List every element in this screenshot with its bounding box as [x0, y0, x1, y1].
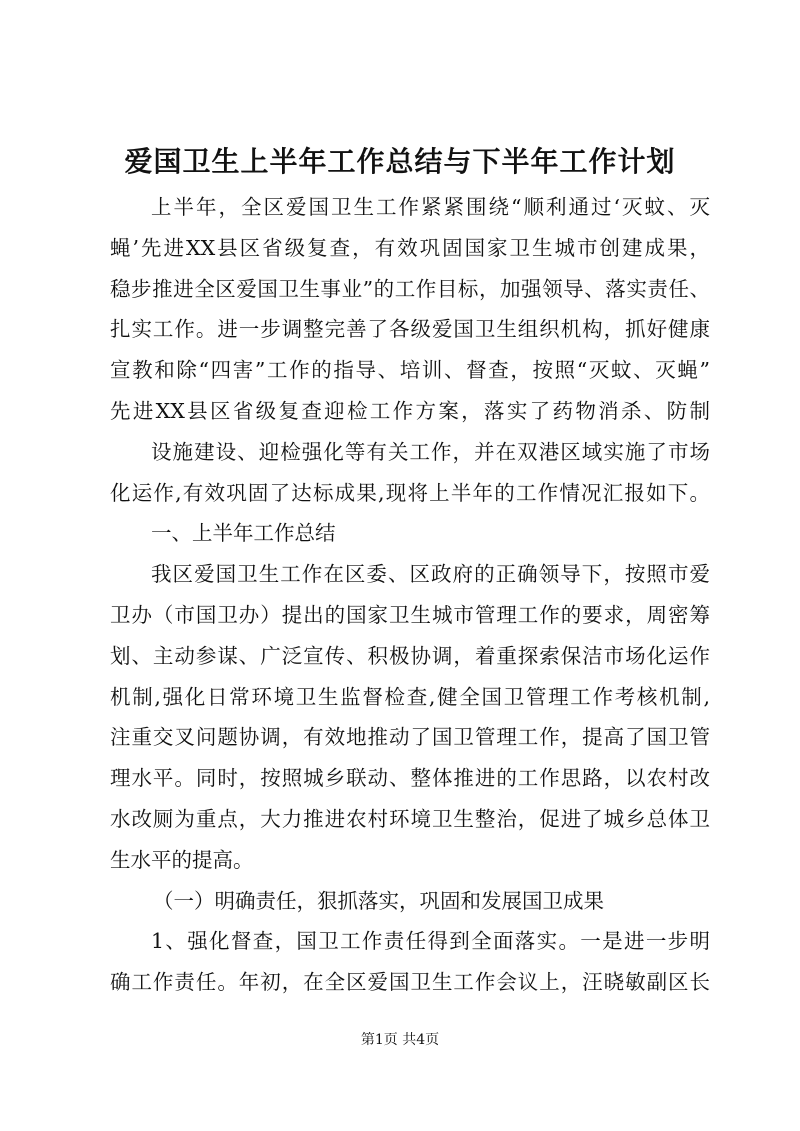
paragraph-line: 化运作,有效巩固了达标成果,现将上半年的工作情况汇报如下。 — [110, 480, 710, 505]
paragraph-line: 我区爱国卫生工作在区委、区政府的正确领导下，按照市爱 — [151, 562, 710, 587]
paragraph-line: 稳步推进全区爱国卫生事业”的工作目标，加强领导、落实责任、 — [110, 276, 710, 301]
paragraph-line: 生水平的提高。 — [110, 847, 254, 872]
subsection-heading: （一）明确责任，狠抓落实，巩固和发展国卫成果 — [153, 888, 604, 913]
paragraph-line: 理水平。同时，按照城乡联动、整体推进的工作思路，以农村改 — [110, 766, 710, 791]
paragraph-line: 宣教和除“四害”工作的指导、培训、督查，按照“灭蚊、灭蝇” — [110, 358, 710, 383]
paragraph-line: 1、强化督查，国卫工作责任得到全面落实。一是进一步明 — [151, 929, 710, 954]
paragraph-line: 上半年，全区爱国卫生工作紧紧围绕“顺利通过‘灭蚊、灭 — [151, 195, 710, 219]
paragraph-line: 注重交叉问题协调，有效地推动了国卫管理工作，提高了国卫管 — [110, 725, 710, 750]
document-body — [110, 187, 710, 1003]
paragraph-line: 卫办（市国卫办）提出的国家卫生城市管理工作的要求，周密筹 — [110, 602, 710, 627]
paragraph-line: 扎实工作。进一步调整完善了各级爱国卫生组织机构，抓好健康 — [110, 317, 710, 342]
paragraph-line: 先进XX县区省级复查迎检工作方案，落实了药物消杀、防制 — [110, 398, 710, 423]
document-title: 爱国卫生上半年工作总结与下半年工作计划 — [124, 145, 676, 178]
paragraph-line: 设施建设、迎检强化等有关工作，并在双港区域实施了市场 — [151, 439, 710, 464]
paragraph-line: 机制,强化日常环境卫生监督检查,健全国卫管理工作考核机制, — [110, 684, 710, 709]
paragraph-line: 确工作责任。年初，在全区爱国卫生工作会议上，汪晓敏副区长 — [110, 970, 710, 995]
paragraph-line: 水改厕为重点，大力推进农村环境卫生整治，促进了城乡总体卫 — [110, 806, 710, 831]
paragraph-line: 划、主动参谋、广泛宣传、积极协调，着重探索保洁市场化运作 — [110, 643, 710, 668]
section-heading: 一、上半年工作总结 — [151, 521, 336, 546]
paragraph-line: 蝇’先进XX县区省级复查，有效巩固国家卫生城市创建成果， — [110, 235, 710, 260]
page-footer: 第1页 共4页 — [360, 1032, 440, 1048]
